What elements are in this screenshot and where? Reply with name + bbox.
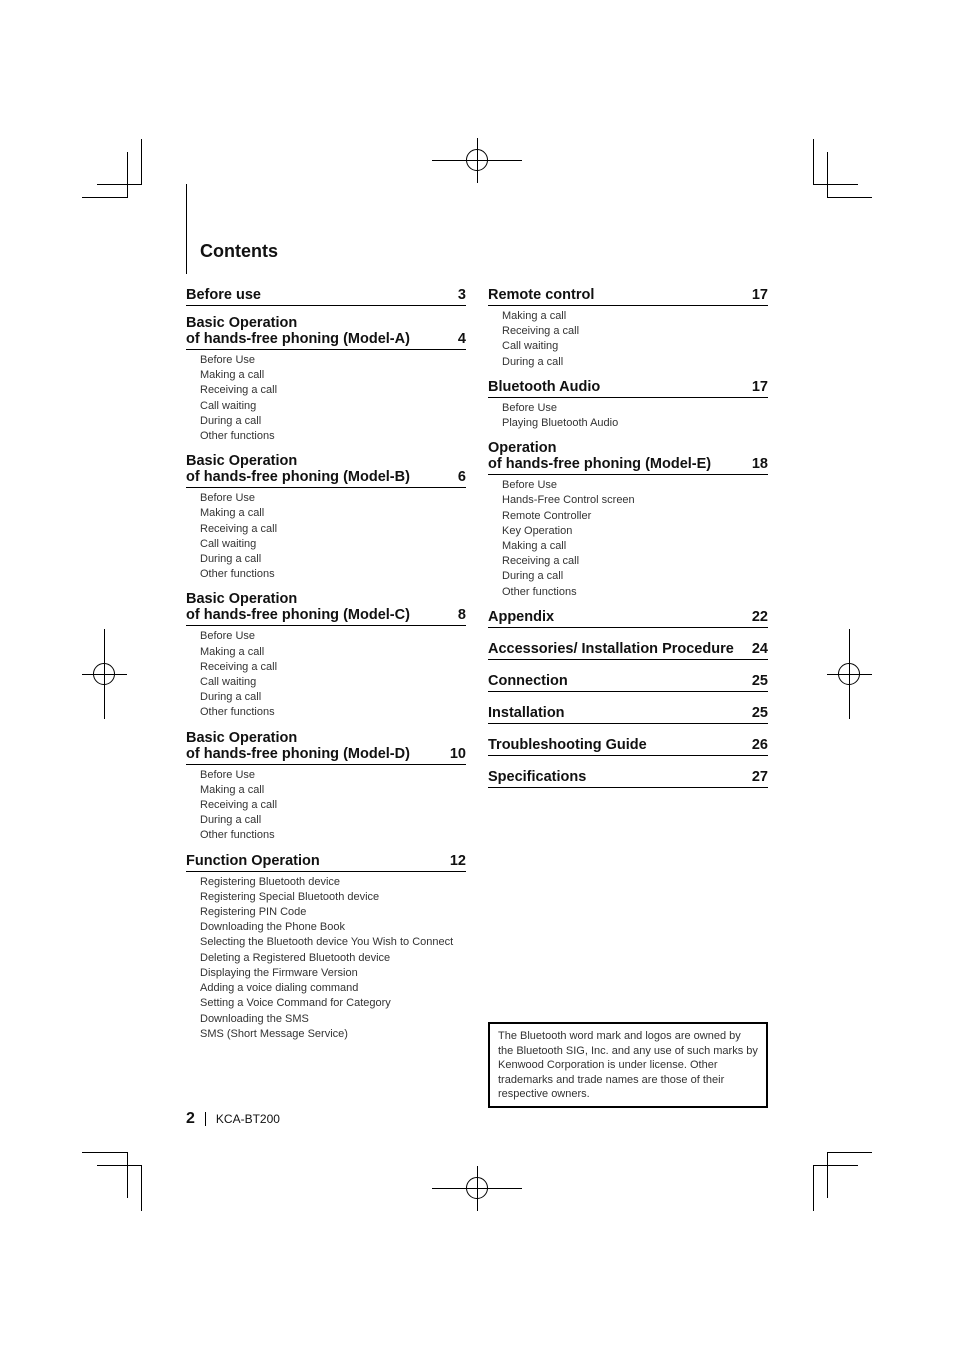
toc-subitem[interactable]: Before Use: [502, 479, 558, 492]
toc-section-title: Basic Operation of hands-free phoning (Model-C): [186, 591, 410, 624]
toc-subitem[interactable]: Registering Bluetooth device: [200, 875, 341, 888]
toc-subitem[interactable]: Other functions: [200, 829, 275, 842]
toc-section-heading[interactable]: [488, 641, 768, 660]
page-footer: [186, 1110, 280, 1128]
toc-subitem-list: [186, 629, 466, 720]
toc-section: [488, 673, 768, 692]
toc-subitem[interactable]: During a call: [200, 414, 262, 427]
toc-subitem[interactable]: Downloading the SMS: [200, 1012, 309, 1025]
toc-subitem[interactable]: Receiving a call: [502, 555, 580, 568]
toc-subitem[interactable]: Before Use: [200, 492, 256, 505]
toc-subitem-list: [186, 491, 466, 582]
toc-section-title: Installation: [488, 704, 565, 721]
toc-section-heading[interactable]: [488, 609, 768, 628]
toc-subitem[interactable]: Making a call: [502, 310, 567, 322]
toc-subitem[interactable]: Making a call: [200, 369, 265, 382]
toc-subitem[interactable]: During a call: [200, 691, 262, 704]
toc-subitem[interactable]: During a call: [502, 570, 564, 583]
toc-section: [186, 591, 466, 720]
toc-subitem[interactable]: During a call: [200, 553, 262, 566]
toc-section: [186, 453, 466, 582]
toc-section-title: Function Operation: [186, 852, 320, 869]
toc-section-heading[interactable]: [488, 287, 768, 306]
toc-section: [488, 705, 768, 724]
toc-subitem[interactable]: Remote Controller: [502, 509, 592, 522]
toc-section-heading[interactable]: [488, 379, 768, 398]
toc-section-title: Remote control: [488, 287, 595, 303]
toc-subitem[interactable]: Call waiting: [200, 676, 257, 689]
toc-section-title: Troubleshooting Guide: [488, 736, 647, 753]
toc-subitem[interactable]: Receiving a call: [200, 799, 278, 812]
toc-subitem[interactable]: Other functions: [200, 430, 275, 443]
toc-subitem[interactable]: Before Use: [502, 401, 558, 414]
toc-subitem[interactable]: Other functions: [502, 585, 577, 598]
toc-subitem[interactable]: Receiving a call: [200, 384, 278, 397]
toc-subitem[interactable]: Playing Bluetooth Audio: [502, 417, 619, 430]
toc-section-heading[interactable]: [186, 730, 466, 765]
toc-section-heading[interactable]: [488, 769, 768, 788]
toc-subitem[interactable]: Key Operation: [502, 524, 573, 537]
toc-section-heading[interactable]: [186, 453, 466, 488]
toc-section: [488, 769, 768, 788]
toc-page-number: 8: [457, 607, 466, 624]
toc-section-heading[interactable]: [488, 673, 768, 692]
toc-page-number: 17: [751, 378, 768, 395]
toc-page-number: 22: [751, 608, 768, 625]
toc-section: [186, 853, 466, 1042]
toc-left-column: [186, 287, 466, 1051]
toc-subitem[interactable]: Receiving a call: [200, 660, 278, 673]
toc-subitem-list: [488, 401, 768, 431]
toc-subitem[interactable]: Other functions: [200, 568, 275, 581]
toc-subitem[interactable]: Selecting the Bluetooth device You Wish to Connect: [200, 936, 454, 949]
toc-subitem-list: [488, 309, 768, 370]
toc-page-number: 18: [751, 456, 768, 473]
toc-subitem[interactable]: Call waiting: [200, 399, 257, 412]
toc-subitem[interactable]: Call waiting: [502, 340, 559, 353]
toc-subitem[interactable]: Downloading the Phone Book: [200, 921, 345, 934]
toc-section: [488, 440, 768, 600]
toc-section-heading[interactable]: [186, 315, 466, 350]
toc-subitem[interactable]: Adding a voice dialing command: [200, 982, 359, 995]
footer-separator: [205, 1112, 206, 1126]
toc-subitem[interactable]: Receiving a call: [200, 522, 278, 535]
toc-section-heading[interactable]: [186, 591, 466, 626]
toc-subitem[interactable]: Before Use: [200, 354, 256, 366]
toc-section-title: Basic Operation of hands-free phoning (Model-A): [186, 315, 410, 347]
trademark-notice: The Bluetooth word mark and logos are owned by the Bluetooth SIG, Inc. and any use of such marks by Kenwood Corporation is under license. Other trademarks and trade names are those of their respective owners.: [488, 1022, 768, 1108]
toc-section-heading[interactable]: [488, 737, 768, 756]
title-rule: [186, 184, 187, 274]
toc-section-title: Specifications: [488, 768, 587, 785]
toc-subitem[interactable]: Receiving a call: [502, 325, 580, 338]
toc-section: [488, 737, 768, 756]
toc-page-number: 4: [457, 331, 466, 347]
toc-section-title: Connection: [488, 672, 568, 689]
toc-section-heading[interactable]: [186, 853, 466, 872]
toc-subitem[interactable]: Before Use: [200, 630, 256, 643]
toc-section-heading[interactable]: [488, 705, 768, 724]
toc-subitem-list: [186, 768, 466, 844]
toc-section: [186, 287, 466, 306]
toc-page-number: 26: [751, 736, 768, 753]
toc-subitem[interactable]: SMS (Short Message Service): [200, 1027, 348, 1040]
toc-subitem[interactable]: During a call: [200, 814, 262, 827]
toc-section-title: Before use: [186, 287, 261, 303]
toc-section: [186, 315, 466, 444]
toc-section-title: Operation of hands-free phoning (Model-E): [488, 440, 712, 473]
toc-section: [186, 730, 466, 844]
toc-section: [488, 641, 768, 660]
toc-page-number: 12: [449, 852, 466, 869]
toc-page-number: 6: [457, 469, 466, 486]
toc-subitem[interactable]: Making a call: [502, 540, 567, 553]
toc-subitem[interactable]: Deleting a Registered Bluetooth device: [200, 951, 391, 964]
toc-right-column: [488, 287, 768, 801]
toc-subitem[interactable]: Other functions: [200, 706, 275, 719]
toc-section-title: Accessories/ Installation Procedure: [488, 640, 734, 657]
toc-section: [488, 379, 768, 431]
toc-subitem[interactable]: Making a call: [200, 507, 265, 520]
toc-subitem[interactable]: Call waiting: [200, 537, 257, 550]
toc-section: [488, 287, 768, 370]
toc-page-number: 3: [457, 287, 466, 303]
toc-section-title: Bluetooth Audio: [488, 378, 601, 395]
toc-subitem[interactable]: During a call: [502, 355, 564, 368]
toc-page-number: 17: [751, 287, 768, 303]
toc-subitem-list: [186, 875, 466, 1042]
toc-subitem[interactable]: Making a call: [200, 645, 265, 658]
page-number: 2: [186, 1110, 195, 1127]
toc-section-title: Appendix: [488, 608, 555, 625]
toc-page-number: 10: [449, 745, 466, 762]
toc-page-number: 25: [751, 672, 768, 689]
toc-subitem[interactable]: Displaying the Firmware Version: [200, 966, 358, 979]
toc-section-title: Basic Operation of hands-free phoning (Model-D): [186, 729, 410, 762]
toc-subitem-list: [488, 478, 768, 600]
toc-subitem[interactable]: Before Use: [200, 768, 256, 781]
page-title: Contents: [200, 241, 278, 261]
toc-subitem[interactable]: Registering PIN Code: [200, 906, 307, 919]
toc-subitem[interactable]: Registering Special Bluetooth device: [200, 890, 380, 903]
toc-page-number: 24: [751, 640, 768, 657]
toc-page-number: 27: [751, 768, 768, 785]
toc-subitem[interactable]: Setting a Voice Command for Category: [200, 997, 391, 1010]
toc-subitem[interactable]: Making a call: [200, 783, 265, 796]
toc-section-heading[interactable]: [488, 440, 768, 475]
toc-page-number: 25: [751, 704, 768, 721]
toc-section-heading[interactable]: [186, 287, 466, 306]
model-name: KCA-BT200: [215, 1112, 280, 1126]
toc-section: [488, 609, 768, 628]
toc-subitem[interactable]: Hands-Free Control screen: [502, 494, 635, 507]
toc-section-title: Basic Operation of hands-free phoning (Model-B): [186, 453, 410, 486]
toc-subitem-list: [186, 353, 466, 444]
